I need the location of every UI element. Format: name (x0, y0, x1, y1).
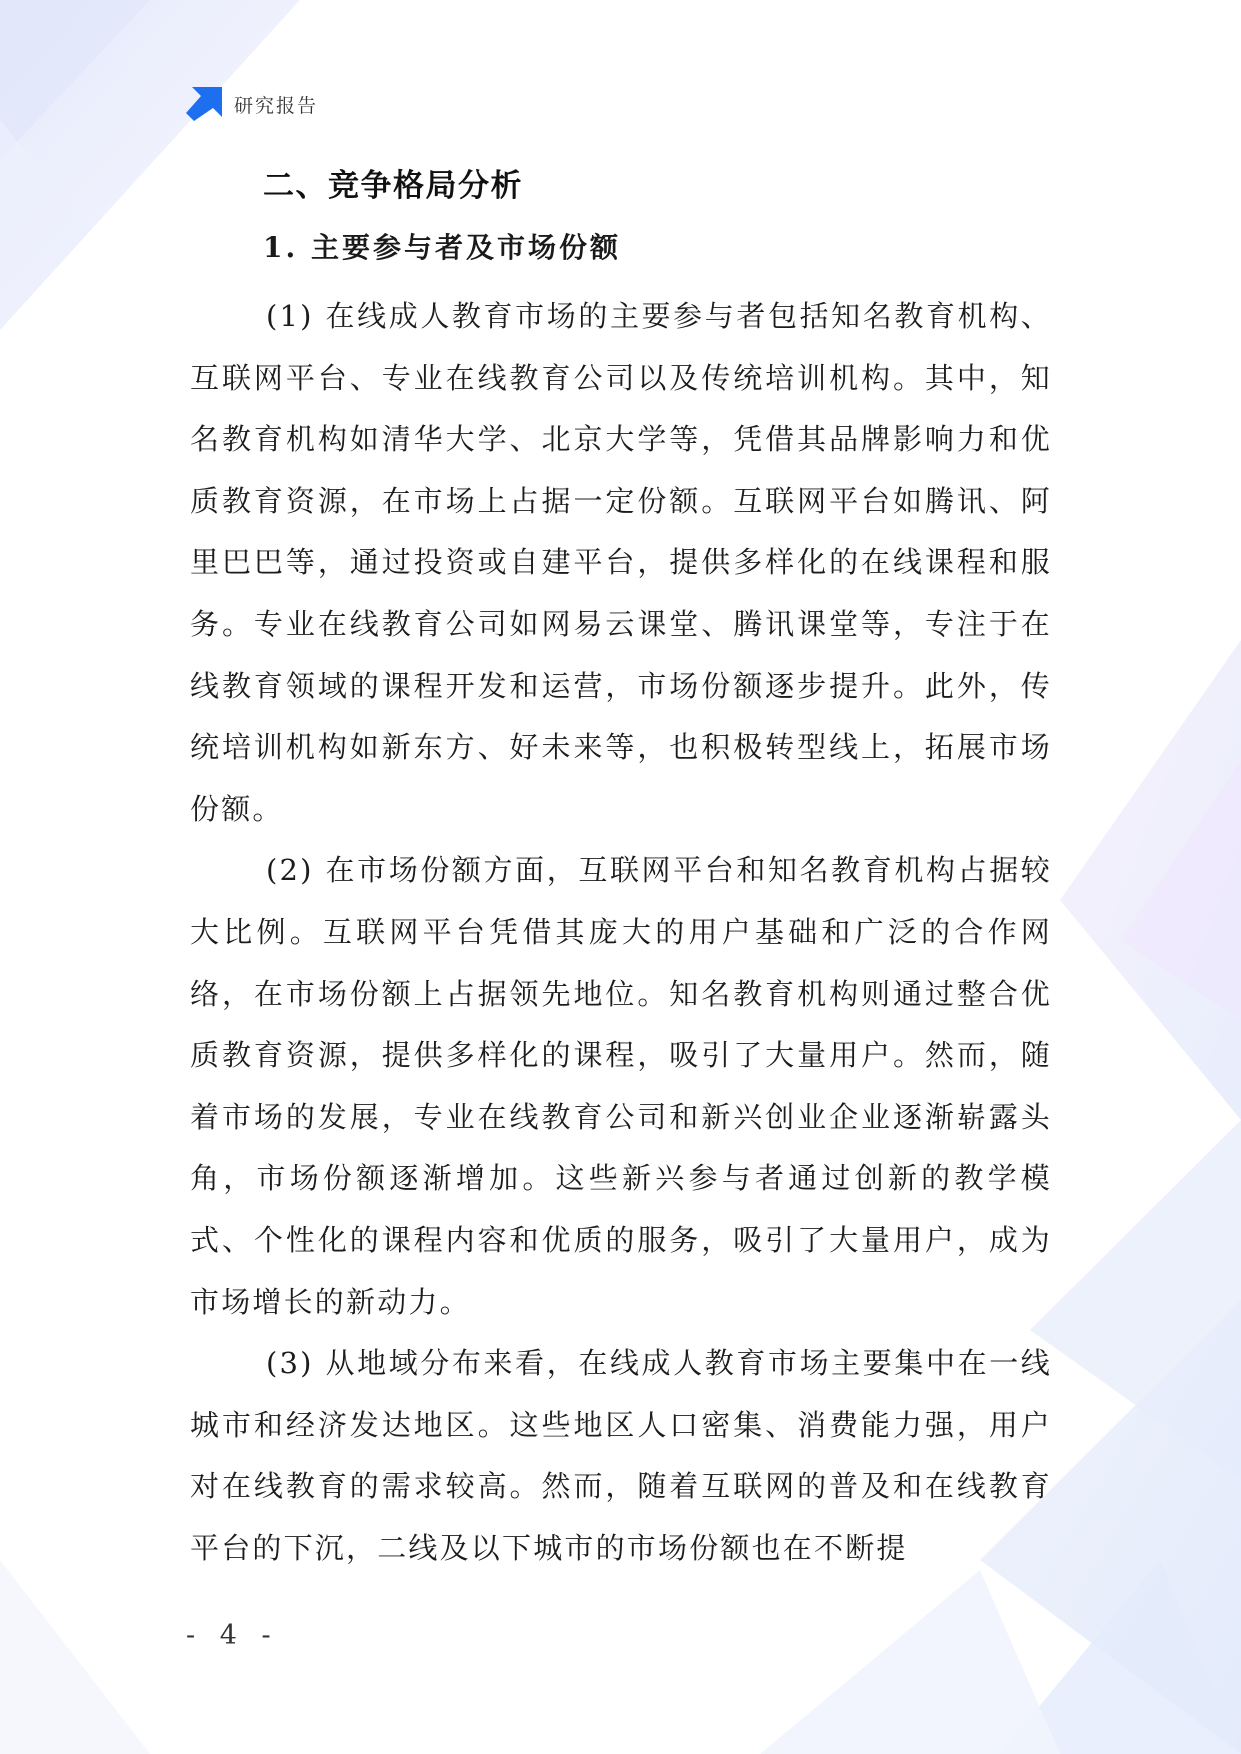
body-text (190, 286, 1052, 1579)
section-title: 二、竞争格局分析 (263, 168, 523, 204)
header-title: 研究报告 (234, 94, 319, 117)
page-number: - 4 - (186, 1620, 279, 1651)
subsection-title: 1. 主要参与者及市场份额 (263, 231, 621, 264)
paragraph: (3) 从地域分布来看，在线成人教育市场主要集中在一线城市和经济发达地区。这些地区人口密集、消费能力强，用户对在线教育的需求较高。然而，随着互联网的普及和在线教育平台的下沉，二线及以下城市的市场份额也在不断提 (190, 1346, 1052, 1565)
report-header (186, 86, 318, 122)
arrow-up-right-icon (186, 87, 222, 121)
paragraph: (1) 在线成人教育市场的主要参与者包括知名教育机构、互联网平台、专业在线教育公司以及传统培训机构。其中，知名教育机构如清华大学、北京大学等，凭借其品牌影响力和优质教育资源，在市场上占据一定份额。互联网平台如腾讯、阿里巴巴等，通过投资或自建平台，提供多样化的在线课程和服务。专业在线教育公司如网易云课堂、腾讯课堂等，专注于在线教育领域的课程开发和运营，市场份额逐步提升。此外，传统培训机构如新东方、好未来等，也积极转型线上，拓展市场份额。 (190, 299, 1052, 826)
paragraph: (2) 在市场份额方面，互联网平台和知名教育机构占据较大比例。互联网平台凭借其庞大的用户基础和广泛的合作网络，在市场份额上占据领先地位。知名教育机构则通过整合优质教育资源，提供多样化的课程，吸引了大量用户。然而，随着市场的发展，专业在线教育公司和新兴创业企业逐渐崭露头角，市场份额逐渐增加。这些新兴参与者通过创新的教学模式、个性化的课程内容和优质的服务，吸引了大量用户，成为市场增长的新动力。 (190, 853, 1052, 1319)
